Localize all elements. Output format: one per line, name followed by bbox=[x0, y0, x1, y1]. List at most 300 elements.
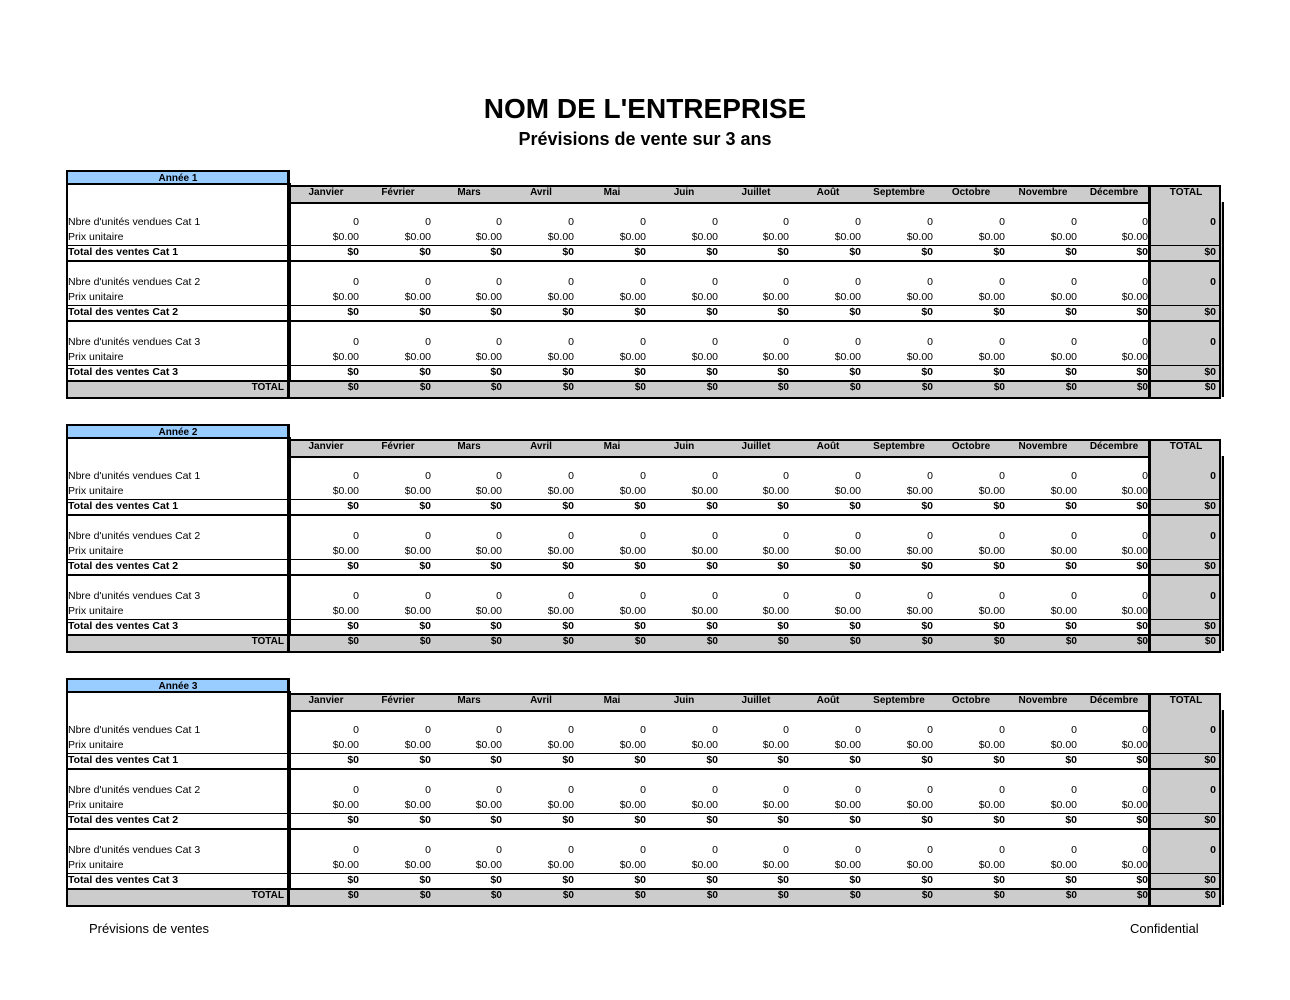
units-cell[interactable]: 0 bbox=[640, 216, 646, 228]
sales-total-cell: $0 bbox=[993, 814, 1005, 826]
price-cell[interactable]: $0.00 bbox=[978, 739, 1005, 751]
units-cell[interactable]: 0 bbox=[1071, 530, 1077, 542]
price-cell[interactable]: $0.00 bbox=[834, 605, 861, 617]
units-cell[interactable]: 0 bbox=[783, 276, 789, 288]
grand-total-cell: $0 bbox=[634, 382, 646, 393]
units-cell[interactable]: 0 bbox=[927, 530, 933, 542]
price-cell[interactable]: $0.00 bbox=[332, 351, 359, 363]
page-subtitle: Prévisions de vente sur 3 ans bbox=[518, 129, 772, 149]
units-cell[interactable]: 0 bbox=[640, 844, 646, 856]
units-cell[interactable]: 0 bbox=[568, 336, 574, 348]
units-cell[interactable]: 0 bbox=[927, 590, 933, 602]
units-cell[interactable]: 0 bbox=[1071, 470, 1077, 482]
units-cell[interactable]: 0 bbox=[640, 590, 646, 602]
price-cell[interactable]: $0.00 bbox=[475, 545, 502, 557]
price-cell[interactable]: $0.00 bbox=[475, 605, 502, 617]
units-cell[interactable]: 0 bbox=[999, 530, 1005, 542]
units-cell[interactable]: 0 bbox=[855, 590, 861, 602]
price-cell[interactable]: $0.00 bbox=[762, 605, 789, 617]
price-cell[interactable]: $0.00 bbox=[619, 739, 646, 751]
sales-year-total: $0 bbox=[1204, 500, 1216, 512]
price-cell[interactable]: $0.00 bbox=[978, 605, 1005, 617]
units-cell[interactable]: 0 bbox=[496, 530, 502, 542]
units-cell[interactable]: 0 bbox=[712, 590, 718, 602]
units-cell[interactable]: 0 bbox=[783, 590, 789, 602]
price-cell[interactable]: $0.00 bbox=[619, 545, 646, 557]
units-cell[interactable]: 0 bbox=[712, 276, 718, 288]
units-cell[interactable]: 0 bbox=[640, 276, 646, 288]
price-cell[interactable]: $0.00 bbox=[762, 351, 789, 363]
price-cell[interactable]: $0.00 bbox=[691, 859, 718, 871]
units-cell[interactable]: 0 bbox=[999, 784, 1005, 796]
price-cell[interactable]: $0.00 bbox=[834, 739, 861, 751]
units-cell[interactable]: 0 bbox=[496, 276, 502, 288]
units-cell[interactable]: 0 bbox=[353, 470, 359, 482]
units-cell[interactable]: 0 bbox=[353, 276, 359, 288]
price-cell[interactable]: $0.00 bbox=[547, 291, 574, 303]
sales-total-cell: $0 bbox=[1136, 306, 1148, 318]
sales-total-cell: $0 bbox=[634, 500, 646, 512]
grand-total-cell: $0 bbox=[562, 382, 574, 393]
price-cell[interactable]: $0.00 bbox=[978, 351, 1005, 363]
units-cell[interactable]: 0 bbox=[353, 336, 359, 348]
price-cell[interactable]: $0.00 bbox=[1050, 739, 1077, 751]
price-cell[interactable]: $0.00 bbox=[475, 351, 502, 363]
units-cell[interactable]: 0 bbox=[1071, 590, 1077, 602]
sales-total-cell: $0 bbox=[419, 500, 431, 512]
units-cell[interactable]: 0 bbox=[855, 470, 861, 482]
price-cell[interactable]: $0.00 bbox=[834, 231, 861, 243]
month-header: Septembre bbox=[873, 187, 925, 198]
units-cell[interactable]: 0 bbox=[1142, 844, 1148, 856]
price-cell[interactable]: $0.00 bbox=[547, 739, 574, 751]
price-cell[interactable]: $0.00 bbox=[475, 739, 502, 751]
category-total-label: Total des ventes Cat 3 bbox=[68, 874, 179, 886]
grand-total-cell: $0 bbox=[777, 890, 789, 901]
price-cell[interactable]: $0.00 bbox=[1121, 799, 1148, 811]
price-cell[interactable]: $0.00 bbox=[1121, 231, 1148, 243]
units-cell[interactable]: 0 bbox=[712, 216, 718, 228]
sales-total-cell: $0 bbox=[419, 814, 431, 826]
units-year-total: 0 bbox=[1210, 844, 1216, 856]
price-cell[interactable]: $0.00 bbox=[834, 291, 861, 303]
price-cell[interactable]: $0.00 bbox=[1121, 291, 1148, 303]
units-cell[interactable]: 0 bbox=[1071, 784, 1077, 796]
sales-total-cell: $0 bbox=[1136, 620, 1148, 632]
units-cell[interactable]: 0 bbox=[425, 590, 431, 602]
price-cell[interactable]: $0.00 bbox=[691, 739, 718, 751]
units-cell[interactable]: 0 bbox=[1142, 724, 1148, 736]
sales-total-cell: $0 bbox=[419, 620, 431, 632]
units-cell[interactable]: 0 bbox=[568, 844, 574, 856]
sales-total-cell: $0 bbox=[849, 246, 861, 258]
price-cell[interactable]: $0.00 bbox=[619, 799, 646, 811]
price-cell[interactable]: $0.00 bbox=[475, 231, 502, 243]
price-cell[interactable]: $0.00 bbox=[762, 859, 789, 871]
grand-total-cell: $0 bbox=[993, 890, 1005, 901]
units-cell[interactable]: 0 bbox=[783, 336, 789, 348]
price-cell[interactable]: $0.00 bbox=[834, 485, 861, 497]
price-cell[interactable]: $0.00 bbox=[547, 859, 574, 871]
units-cell[interactable]: 0 bbox=[855, 336, 861, 348]
price-cell[interactable]: $0.00 bbox=[404, 859, 431, 871]
sales-total-cell: $0 bbox=[634, 560, 646, 572]
price-cell[interactable]: $0.00 bbox=[404, 231, 431, 243]
sales-total-cell: $0 bbox=[777, 754, 789, 766]
units-cell[interactable]: 0 bbox=[353, 724, 359, 736]
sales-total-cell: $0 bbox=[490, 560, 502, 572]
units-cell[interactable]: 0 bbox=[568, 530, 574, 542]
price-cell[interactable]: $0.00 bbox=[1121, 605, 1148, 617]
price-label: Prix unitaire bbox=[68, 231, 124, 243]
units-cell[interactable]: 0 bbox=[496, 216, 502, 228]
grand-total-cell: $0 bbox=[347, 890, 359, 901]
price-cell[interactable]: $0.00 bbox=[906, 485, 933, 497]
units-cell[interactable]: 0 bbox=[425, 276, 431, 288]
price-cell[interactable]: $0.00 bbox=[404, 291, 431, 303]
price-cell[interactable]: $0.00 bbox=[1050, 799, 1077, 811]
price-cell[interactable]: $0.00 bbox=[619, 291, 646, 303]
grand-total-label: TOTAL bbox=[251, 890, 284, 901]
sales-total-cell: $0 bbox=[706, 560, 718, 572]
price-cell[interactable]: $0.00 bbox=[834, 545, 861, 557]
units-cell[interactable]: 0 bbox=[1142, 784, 1148, 796]
units-cell[interactable]: 0 bbox=[999, 216, 1005, 228]
units-cell[interactable]: 0 bbox=[927, 216, 933, 228]
price-cell[interactable]: $0.00 bbox=[1121, 739, 1148, 751]
units-cell[interactable]: 0 bbox=[712, 530, 718, 542]
units-label: Nbre d'unités vendues Cat 1 bbox=[68, 470, 201, 482]
units-cell[interactable]: 0 bbox=[425, 530, 431, 542]
units-cell[interactable]: 0 bbox=[353, 844, 359, 856]
price-cell[interactable]: $0.00 bbox=[547, 231, 574, 243]
sales-year-total: $0 bbox=[1204, 620, 1216, 632]
units-cell[interactable]: 0 bbox=[855, 724, 861, 736]
price-cell[interactable]: $0.00 bbox=[978, 485, 1005, 497]
price-cell[interactable]: $0.00 bbox=[404, 799, 431, 811]
sales-total-cell: $0 bbox=[849, 366, 861, 378]
year-label: Année 2 bbox=[66, 424, 290, 439]
sales-total-cell: $0 bbox=[1065, 246, 1077, 258]
units-cell[interactable]: 0 bbox=[999, 470, 1005, 482]
units-year-total: 0 bbox=[1210, 216, 1216, 228]
price-cell[interactable]: $0.00 bbox=[619, 351, 646, 363]
price-cell[interactable]: $0.00 bbox=[762, 799, 789, 811]
month-header: Août bbox=[816, 187, 840, 198]
grand-total-cell: $0 bbox=[706, 890, 718, 901]
units-cell[interactable]: 0 bbox=[855, 530, 861, 542]
category-total-label: Total des ventes Cat 2 bbox=[68, 814, 179, 826]
units-cell[interactable]: 0 bbox=[568, 724, 574, 736]
units-cell[interactable]: 0 bbox=[712, 336, 718, 348]
grand-total-cell: $0 bbox=[1136, 382, 1148, 393]
price-cell[interactable]: $0.00 bbox=[1121, 485, 1148, 497]
price-cell[interactable]: $0.00 bbox=[332, 485, 359, 497]
units-cell[interactable]: 0 bbox=[640, 336, 646, 348]
units-cell[interactable]: 0 bbox=[1142, 590, 1148, 602]
grand-total-cell: $0 bbox=[993, 636, 1005, 647]
price-cell[interactable]: $0.00 bbox=[762, 231, 789, 243]
units-cell[interactable]: 0 bbox=[1142, 530, 1148, 542]
units-cell[interactable]: 0 bbox=[1071, 216, 1077, 228]
sales-total-cell: $0 bbox=[993, 246, 1005, 258]
price-cell[interactable]: $0.00 bbox=[547, 485, 574, 497]
price-cell[interactable]: $0.00 bbox=[1121, 351, 1148, 363]
units-cell[interactable]: 0 bbox=[640, 470, 646, 482]
sales-total-cell: $0 bbox=[1136, 814, 1148, 826]
price-cell[interactable]: $0.00 bbox=[691, 231, 718, 243]
price-cell[interactable]: $0.00 bbox=[906, 545, 933, 557]
units-cell[interactable]: 0 bbox=[568, 470, 574, 482]
grand-total-cell: $0 bbox=[419, 382, 431, 393]
units-cell[interactable]: 0 bbox=[1142, 336, 1148, 348]
sales-total-cell: $0 bbox=[993, 754, 1005, 766]
grand-total-cell: $0 bbox=[1136, 636, 1148, 647]
grand-total-cell: $0 bbox=[777, 636, 789, 647]
units-cell[interactable]: 0 bbox=[999, 590, 1005, 602]
price-cell[interactable]: $0.00 bbox=[619, 859, 646, 871]
sales-total-cell: $0 bbox=[1136, 500, 1148, 512]
price-cell[interactable]: $0.00 bbox=[978, 231, 1005, 243]
units-cell[interactable]: 0 bbox=[999, 724, 1005, 736]
sales-total-cell: $0 bbox=[706, 246, 718, 258]
units-cell[interactable]: 0 bbox=[640, 724, 646, 736]
sales-total-cell: $0 bbox=[849, 306, 861, 318]
sales-total-cell: $0 bbox=[1065, 366, 1077, 378]
price-cell[interactable]: $0.00 bbox=[332, 231, 359, 243]
price-cell[interactable]: $0.00 bbox=[834, 859, 861, 871]
price-cell[interactable]: $0.00 bbox=[762, 291, 789, 303]
price-label: Prix unitaire bbox=[68, 739, 124, 751]
price-cell[interactable]: $0.00 bbox=[404, 485, 431, 497]
units-cell[interactable]: 0 bbox=[999, 336, 1005, 348]
price-cell[interactable]: $0.00 bbox=[475, 485, 502, 497]
units-cell[interactable]: 0 bbox=[353, 530, 359, 542]
units-cell[interactable]: 0 bbox=[999, 844, 1005, 856]
units-cell[interactable]: 0 bbox=[712, 470, 718, 482]
units-cell[interactable]: 0 bbox=[1142, 216, 1148, 228]
units-cell[interactable]: 0 bbox=[1071, 844, 1077, 856]
price-cell[interactable]: $0.00 bbox=[762, 485, 789, 497]
price-cell[interactable]: $0.00 bbox=[1050, 859, 1077, 871]
sales-total-cell: $0 bbox=[921, 246, 933, 258]
units-cell[interactable]: 0 bbox=[783, 724, 789, 736]
sales-total-cell: $0 bbox=[706, 366, 718, 378]
sales-total-cell: $0 bbox=[562, 366, 574, 378]
price-cell[interactable]: $0.00 bbox=[1050, 605, 1077, 617]
price-cell[interactable]: $0.00 bbox=[332, 859, 359, 871]
units-cell[interactable]: 0 bbox=[927, 784, 933, 796]
sales-total-cell: $0 bbox=[634, 246, 646, 258]
units-cell[interactable]: 0 bbox=[496, 784, 502, 796]
price-cell[interactable]: $0.00 bbox=[906, 291, 933, 303]
units-cell[interactable]: 0 bbox=[568, 216, 574, 228]
units-cell[interactable]: 0 bbox=[927, 470, 933, 482]
price-cell[interactable]: $0.00 bbox=[547, 799, 574, 811]
price-cell[interactable]: $0.00 bbox=[906, 231, 933, 243]
units-cell[interactable]: 0 bbox=[712, 784, 718, 796]
sales-total-cell: $0 bbox=[849, 814, 861, 826]
sales-total-cell: $0 bbox=[1136, 754, 1148, 766]
sales-total-cell: $0 bbox=[1136, 246, 1148, 258]
units-cell[interactable]: 0 bbox=[927, 844, 933, 856]
price-cell[interactable]: $0.00 bbox=[762, 545, 789, 557]
price-cell[interactable]: $0.00 bbox=[906, 799, 933, 811]
sales-total-cell: $0 bbox=[634, 874, 646, 886]
price-cell[interactable]: $0.00 bbox=[691, 351, 718, 363]
units-label: Nbre d'unités vendues Cat 1 bbox=[68, 724, 201, 736]
units-cell[interactable]: 0 bbox=[425, 784, 431, 796]
sales-total-cell: $0 bbox=[777, 306, 789, 318]
units-cell[interactable]: 0 bbox=[1071, 724, 1077, 736]
price-cell[interactable]: $0.00 bbox=[906, 859, 933, 871]
units-cell[interactable]: 0 bbox=[783, 470, 789, 482]
price-cell[interactable]: $0.00 bbox=[404, 739, 431, 751]
price-cell[interactable]: $0.00 bbox=[547, 545, 574, 557]
units-cell[interactable]: 0 bbox=[425, 336, 431, 348]
price-cell[interactable]: $0.00 bbox=[547, 605, 574, 617]
units-year-total: 0 bbox=[1210, 336, 1216, 348]
price-cell[interactable]: $0.00 bbox=[978, 859, 1005, 871]
units-cell[interactable]: 0 bbox=[855, 216, 861, 228]
units-cell[interactable]: 0 bbox=[1071, 336, 1077, 348]
price-cell[interactable]: $0.00 bbox=[978, 545, 1005, 557]
units-cell[interactable]: 0 bbox=[568, 784, 574, 796]
units-cell[interactable]: 0 bbox=[927, 276, 933, 288]
units-cell[interactable]: 0 bbox=[496, 470, 502, 482]
price-cell[interactable]: $0.00 bbox=[1050, 351, 1077, 363]
price-cell[interactable]: $0.00 bbox=[691, 485, 718, 497]
sales-total-cell: $0 bbox=[849, 560, 861, 572]
units-cell[interactable]: 0 bbox=[640, 530, 646, 542]
month-header: Mars bbox=[457, 695, 481, 706]
sales-total-cell: $0 bbox=[921, 560, 933, 572]
price-cell[interactable]: $0.00 bbox=[1050, 291, 1077, 303]
price-cell[interactable]: $0.00 bbox=[834, 351, 861, 363]
units-cell[interactable]: 0 bbox=[496, 844, 502, 856]
price-cell[interactable]: $0.00 bbox=[1050, 485, 1077, 497]
price-cell[interactable]: $0.00 bbox=[906, 351, 933, 363]
month-header: Décembre bbox=[1089, 695, 1139, 706]
units-cell[interactable]: 0 bbox=[353, 590, 359, 602]
price-cell[interactable]: $0.00 bbox=[475, 799, 502, 811]
price-cell[interactable]: $0.00 bbox=[1050, 231, 1077, 243]
price-cell[interactable]: $0.00 bbox=[404, 545, 431, 557]
units-cell[interactable]: 0 bbox=[855, 844, 861, 856]
price-cell[interactable]: $0.00 bbox=[978, 291, 1005, 303]
units-cell[interactable]: 0 bbox=[927, 336, 933, 348]
units-cell[interactable]: 0 bbox=[425, 844, 431, 856]
units-cell[interactable]: 0 bbox=[712, 844, 718, 856]
price-cell[interactable]: $0.00 bbox=[619, 605, 646, 617]
price-cell[interactable]: $0.00 bbox=[619, 231, 646, 243]
price-cell[interactable]: $0.00 bbox=[332, 739, 359, 751]
units-cell[interactable]: 0 bbox=[1142, 470, 1148, 482]
units-cell[interactable]: 0 bbox=[353, 784, 359, 796]
units-cell[interactable]: 0 bbox=[1142, 276, 1148, 288]
units-label: Nbre d'unités vendues Cat 1 bbox=[68, 216, 201, 228]
sales-total-cell: $0 bbox=[777, 500, 789, 512]
units-cell[interactable]: 0 bbox=[999, 276, 1005, 288]
units-cell[interactable]: 0 bbox=[1071, 276, 1077, 288]
price-cell[interactable]: $0.00 bbox=[978, 799, 1005, 811]
price-cell[interactable]: $0.00 bbox=[691, 799, 718, 811]
units-cell[interactable]: 0 bbox=[425, 216, 431, 228]
units-cell[interactable]: 0 bbox=[712, 724, 718, 736]
units-cell[interactable]: 0 bbox=[783, 216, 789, 228]
month-header: Avril bbox=[530, 695, 552, 706]
units-cell[interactable]: 0 bbox=[425, 470, 431, 482]
price-cell[interactable]: $0.00 bbox=[404, 605, 431, 617]
month-header: Octobre bbox=[951, 441, 991, 452]
grand-total-cell: $0 bbox=[562, 890, 574, 901]
price-cell[interactable]: $0.00 bbox=[475, 291, 502, 303]
sales-total-cell: $0 bbox=[777, 246, 789, 258]
price-cell[interactable]: $0.00 bbox=[762, 739, 789, 751]
sales-total-cell: $0 bbox=[706, 754, 718, 766]
price-cell[interactable]: $0.00 bbox=[1121, 859, 1148, 871]
price-cell[interactable]: $0.00 bbox=[547, 351, 574, 363]
month-header: Août bbox=[816, 695, 840, 706]
units-cell[interactable]: 0 bbox=[353, 216, 359, 228]
price-cell[interactable]: $0.00 bbox=[1050, 545, 1077, 557]
price-cell[interactable]: $0.00 bbox=[691, 605, 718, 617]
price-cell[interactable]: $0.00 bbox=[619, 485, 646, 497]
units-cell[interactable]: 0 bbox=[640, 784, 646, 796]
grand-total-cell: $0 bbox=[849, 890, 861, 901]
units-cell[interactable]: 0 bbox=[783, 844, 789, 856]
units-cell[interactable]: 0 bbox=[855, 276, 861, 288]
sales-total-cell: $0 bbox=[921, 814, 933, 826]
units-cell[interactable]: 0 bbox=[568, 276, 574, 288]
category-total-label: Total des ventes Cat 1 bbox=[68, 754, 179, 766]
price-cell[interactable]: $0.00 bbox=[834, 799, 861, 811]
sales-total-cell: $0 bbox=[490, 754, 502, 766]
price-cell[interactable]: $0.00 bbox=[691, 291, 718, 303]
sales-total-cell: $0 bbox=[921, 754, 933, 766]
price-cell[interactable]: $0.00 bbox=[1121, 545, 1148, 557]
price-cell[interactable]: $0.00 bbox=[332, 799, 359, 811]
month-header: Mai bbox=[603, 695, 621, 706]
price-cell[interactable]: $0.00 bbox=[691, 545, 718, 557]
units-cell[interactable]: 0 bbox=[783, 530, 789, 542]
sales-total-cell: $0 bbox=[562, 560, 574, 572]
units-cell[interactable]: 0 bbox=[855, 784, 861, 796]
sales-total-cell: $0 bbox=[562, 620, 574, 632]
grand-total-cell: $0 bbox=[921, 636, 933, 647]
units-cell[interactable]: 0 bbox=[927, 724, 933, 736]
price-cell[interactable]: $0.00 bbox=[332, 545, 359, 557]
units-cell[interactable]: 0 bbox=[496, 590, 502, 602]
price-cell[interactable]: $0.00 bbox=[906, 605, 933, 617]
price-cell[interactable]: $0.00 bbox=[475, 859, 502, 871]
sales-total-cell: $0 bbox=[706, 874, 718, 886]
price-cell[interactable]: $0.00 bbox=[332, 605, 359, 617]
sales-total-cell: $0 bbox=[777, 874, 789, 886]
units-cell[interactable]: 0 bbox=[496, 724, 502, 736]
price-cell[interactable]: $0.00 bbox=[404, 351, 431, 363]
price-cell[interactable]: $0.00 bbox=[332, 291, 359, 303]
units-cell[interactable]: 0 bbox=[783, 784, 789, 796]
units-year-total: 0 bbox=[1210, 276, 1216, 288]
units-cell[interactable]: 0 bbox=[568, 590, 574, 602]
grand-total-cell: $0 bbox=[849, 636, 861, 647]
price-cell[interactable]: $0.00 bbox=[906, 739, 933, 751]
grand-total-label: TOTAL bbox=[251, 636, 284, 647]
units-cell[interactable]: 0 bbox=[425, 724, 431, 736]
units-cell[interactable]: 0 bbox=[496, 336, 502, 348]
sales-year-total: $0 bbox=[1204, 560, 1216, 572]
